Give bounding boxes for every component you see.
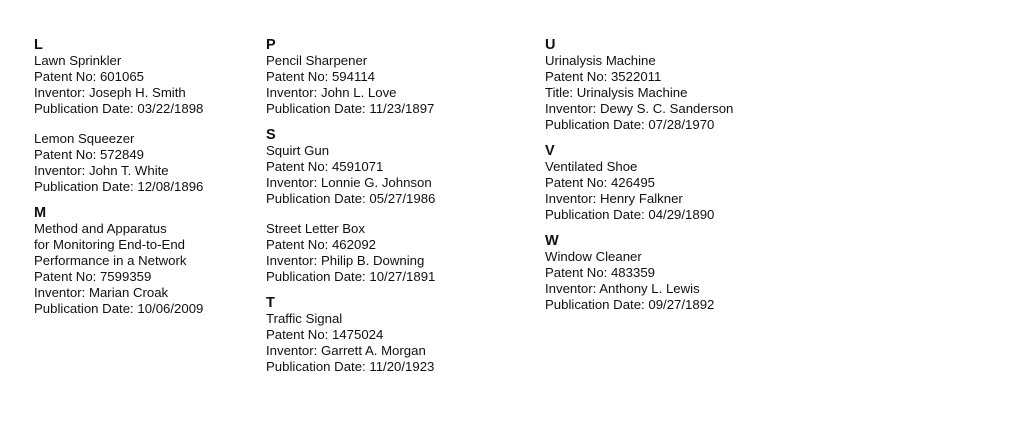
patent-number: Patent No: 483359 xyxy=(545,265,655,280)
patent-entry xyxy=(545,159,805,223)
letter-section-v xyxy=(545,143,805,223)
patent-publication-date: Publication Date: 10/27/1891 xyxy=(266,269,436,284)
patent-title: Title: Urinalysis Machine xyxy=(545,85,688,100)
patent-name-continued: Performance in a Network xyxy=(34,253,187,268)
patent-entry xyxy=(34,53,256,117)
patent-name: Street Letter Box xyxy=(266,221,365,236)
letter-section-t xyxy=(266,295,526,375)
patent-publication-date: Publication Date: 09/27/1892 xyxy=(545,297,715,312)
patent-inventor: Inventor: Garrett A. Morgan xyxy=(266,343,426,358)
section-letter-heading: U xyxy=(545,37,556,53)
patent-number: Patent No: 4591071 xyxy=(266,159,384,174)
patent-inventor: Inventor: John L. Love xyxy=(266,85,397,100)
patent-inventor: Inventor: Joseph H. Smith xyxy=(34,85,186,100)
letter-section-s xyxy=(266,127,526,285)
patent-publication-date: Publication Date: 11/23/1897 xyxy=(266,101,435,116)
patent-publication-date: Publication Date: 12/08/1896 xyxy=(34,179,204,194)
patent-name: Ventilated Shoe xyxy=(545,159,638,174)
section-letter-heading: W xyxy=(545,233,559,249)
letter-section-p xyxy=(266,37,526,117)
patent-entry xyxy=(266,221,526,285)
patent-name: Lawn Sprinkler xyxy=(34,53,122,68)
patent-number: Patent No: 462092 xyxy=(266,237,376,252)
patent-column-1 xyxy=(34,37,256,327)
patent-inventor: Inventor: Anthony L. Lewis xyxy=(545,281,700,296)
patent-entry xyxy=(34,131,256,195)
patent-publication-date: Publication Date: 11/20/1923 xyxy=(266,359,435,374)
patent-publication-date: Publication Date: 07/28/1970 xyxy=(545,117,715,132)
patent-inventor: Inventor: Henry Falkner xyxy=(545,191,683,206)
patent-name: Squirt Gun xyxy=(266,143,330,158)
patent-inventor: Inventor: Lonnie G. Johnson xyxy=(266,175,432,190)
patent-entry xyxy=(266,143,526,207)
letter-section-w xyxy=(545,233,805,313)
patent-publication-date: Publication Date: 05/27/1986 xyxy=(266,191,436,206)
patent-number: Patent No: 594114 xyxy=(266,69,376,84)
patent-entry xyxy=(545,53,805,133)
patent-number: Patent No: 426495 xyxy=(545,175,655,190)
patent-publication-date: Publication Date: 04/29/1890 xyxy=(545,207,715,222)
patent-entry xyxy=(266,53,526,117)
patent-number: Patent No: 572849 xyxy=(34,147,144,162)
patent-entry xyxy=(34,221,256,317)
patent-name: Traffic Signal xyxy=(266,311,343,326)
patent-name: Lemon Squeezer xyxy=(34,131,135,146)
patent-number: Patent No: 1475024 xyxy=(266,327,384,342)
patent-inventor: Inventor: Marian Croak xyxy=(34,285,169,300)
patent-publication-date: Publication Date: 03/22/1898 xyxy=(34,101,204,116)
patent-name: Pencil Sharpener xyxy=(266,53,368,68)
patent-name: Urinalysis Machine xyxy=(545,53,656,68)
patent-column-2 xyxy=(266,37,526,385)
patent-name: Window Cleaner xyxy=(545,249,642,264)
section-letter-heading: T xyxy=(266,295,275,311)
patent-inventor: Inventor: Dewy S. C. Sanderson xyxy=(545,101,734,116)
patent-entry xyxy=(266,311,526,375)
patent-number: Patent No: 3522011 xyxy=(545,69,662,84)
section-letter-heading: P xyxy=(266,37,276,53)
patent-column-3 xyxy=(545,37,805,323)
patent-inventor: Inventor: Philip B. Downing xyxy=(266,253,425,268)
patent-publication-date: Publication Date: 10/06/2009 xyxy=(34,301,204,316)
patent-name-continued: for Monitoring End-to-End xyxy=(34,237,185,252)
patent-number: Patent No: 601065 xyxy=(34,69,144,84)
patent-entry xyxy=(545,249,805,313)
letter-section-l xyxy=(34,37,256,195)
section-letter-heading: V xyxy=(545,143,555,159)
patent-inventor: Inventor: John T. White xyxy=(34,163,169,178)
section-letter-heading: L xyxy=(34,37,43,53)
patent-name: Method and Apparatus xyxy=(34,221,167,236)
letter-section-u xyxy=(545,37,805,133)
patent-number: Patent No: 7599359 xyxy=(34,269,152,284)
section-letter-heading: M xyxy=(34,205,47,221)
section-letter-heading: S xyxy=(266,127,276,143)
letter-section-m xyxy=(34,205,256,317)
